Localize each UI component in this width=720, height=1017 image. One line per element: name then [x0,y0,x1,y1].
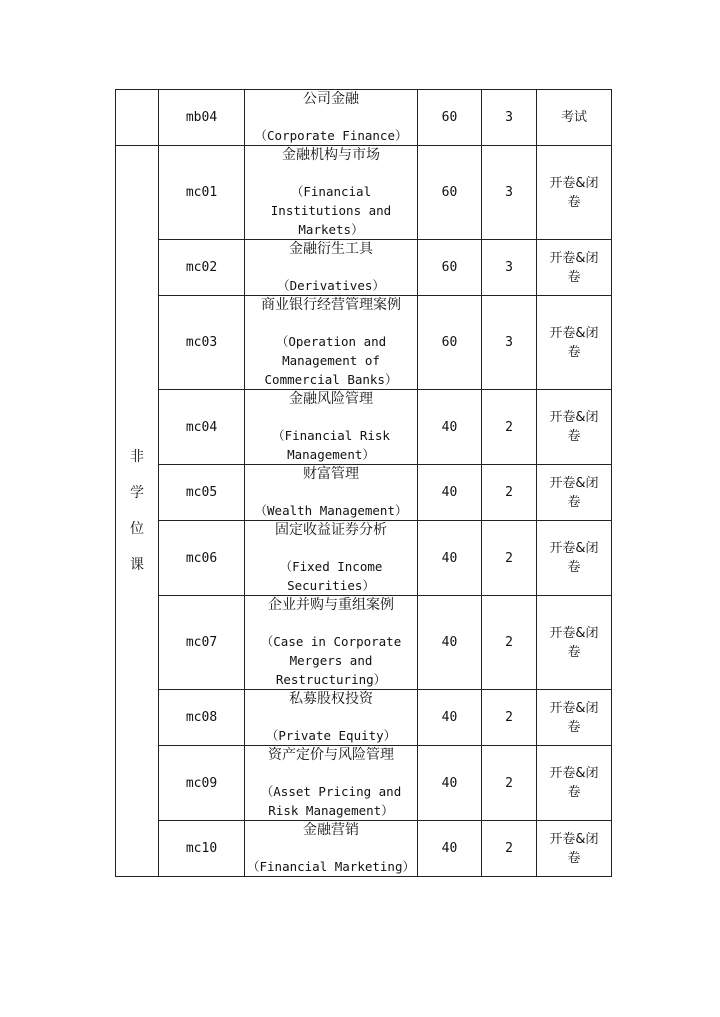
course-credits: 2 [482,746,537,821]
exam-format-text: 开卷&闭卷 [549,250,599,285]
course-name-en: （Financial Institutions and Markets） [270,184,392,237]
course-name-en: （Financial Risk Management） [272,428,390,462]
course-name [245,465,418,521]
exam-format-text: 开卷&闭卷 [549,700,599,735]
course-name-zh: 财富管理 [303,466,359,482]
course-code: mc05 [159,465,245,521]
course-name-en: （Asset Pricing and Risk Management） [260,784,402,818]
exam-format-text: 开卷&闭卷 [549,625,599,660]
course-credits: 2 [482,521,537,596]
table-row [116,90,612,146]
exam-format [537,690,612,746]
course-name [245,821,418,877]
exam-format-text: 开卷&闭卷 [549,175,599,210]
table-row [116,240,612,296]
table-row [116,296,612,390]
course-hours: 60 [418,90,482,146]
course-name-zh: 固定收益证券分析 [275,522,387,538]
table-row [116,465,612,521]
course-code: mc07 [159,596,245,690]
exam-format [537,90,612,146]
course-hours: 60 [418,296,482,390]
course-hours: 40 [418,390,482,465]
course-name-en: （Private Equity） [265,728,397,743]
course-hours: 40 [418,690,482,746]
course-credits: 2 [482,390,537,465]
course-name-en: （Wealth Management） [254,503,408,518]
course-name-zh: 金融机构与市场 [282,147,380,163]
course-name-zh: 金融营销 [303,822,359,838]
course-name [245,240,418,296]
course-hours: 40 [418,521,482,596]
course-name [245,746,418,821]
course-code: mc03 [159,296,245,390]
course-hours: 40 [418,465,482,521]
course-name [245,521,418,596]
course-credits: 3 [482,146,537,240]
course-name-zh: 私募股权投资 [289,691,373,707]
course-name [245,390,418,465]
exam-format-text: 考试 [560,110,587,125]
exam-format-text: 开卷&闭卷 [549,541,599,575]
exam-format [537,296,612,390]
exam-format [537,390,612,465]
course-name [245,90,418,146]
course-table [115,89,612,877]
course-hours: 40 [418,596,482,690]
course-name-zh: 公司金融 [303,91,359,107]
course-code: mc09 [159,746,245,821]
course-credits: 2 [482,821,537,877]
course-name-zh: 金融衍生工具 [289,241,373,257]
course-code: mc02 [159,240,245,296]
course-code: mc04 [159,390,245,465]
table-row [116,596,612,690]
course-name-zh: 金融风险管理 [289,391,373,407]
course-credits: 2 [482,465,537,521]
course-name-en: （Financial Marketing） [247,859,415,874]
table-row [116,690,612,746]
course-name-en: （Corporate Finance） [254,128,408,143]
course-name-en: （Fixed Income Securities） [279,559,383,593]
course-name-zh: 商业银行经营管理案例 [261,297,401,313]
course-name [245,296,418,390]
exam-format-text: 开卷&闭卷 [549,410,599,444]
exam-format [537,746,612,821]
course-code: mc01 [159,146,245,240]
course-name-en: （Operation and Management of Commercial Banks） [264,334,398,387]
exam-format [537,240,612,296]
course-name-en: （Case in Corporate Mergers and Restructuring） [260,634,402,687]
course-hours: 40 [418,746,482,821]
exam-format-text: 开卷&闭卷 [549,766,599,800]
course-code: mb04 [159,90,245,146]
course-credits: 3 [482,240,537,296]
course-name-zh: 企业并购与重组案例 [268,597,394,613]
course-name [245,146,418,240]
category-label: 非学位课 [130,449,144,573]
exam-format [537,146,612,240]
course-credits: 2 [482,690,537,746]
exam-format-text: 开卷&闭卷 [549,475,599,510]
course-hours: 40 [418,821,482,877]
table-row [116,746,612,821]
exam-format-text: 开卷&闭卷 [549,831,599,866]
exam-format-text: 开卷&闭卷 [549,325,599,360]
course-hours: 60 [418,240,482,296]
course-credits: 3 [482,90,537,146]
course-name-zh: 资产定价与风险管理 [268,747,394,763]
course-code: mc10 [159,821,245,877]
course-credits: 3 [482,296,537,390]
exam-format [537,465,612,521]
category-cell [116,146,159,877]
table-row [116,390,612,465]
course-credits: 2 [482,596,537,690]
course-name [245,596,418,690]
course-code: mc06 [159,521,245,596]
exam-format [537,596,612,690]
table-row [116,521,612,596]
course-name-en: （Derivatives） [277,278,385,293]
exam-format [537,521,612,596]
course-code: mc08 [159,690,245,746]
category-cell-empty [116,90,159,146]
table-row [116,146,612,240]
course-hours: 60 [418,146,482,240]
course-name [245,690,418,746]
exam-format [537,821,612,877]
table-row [116,821,612,877]
